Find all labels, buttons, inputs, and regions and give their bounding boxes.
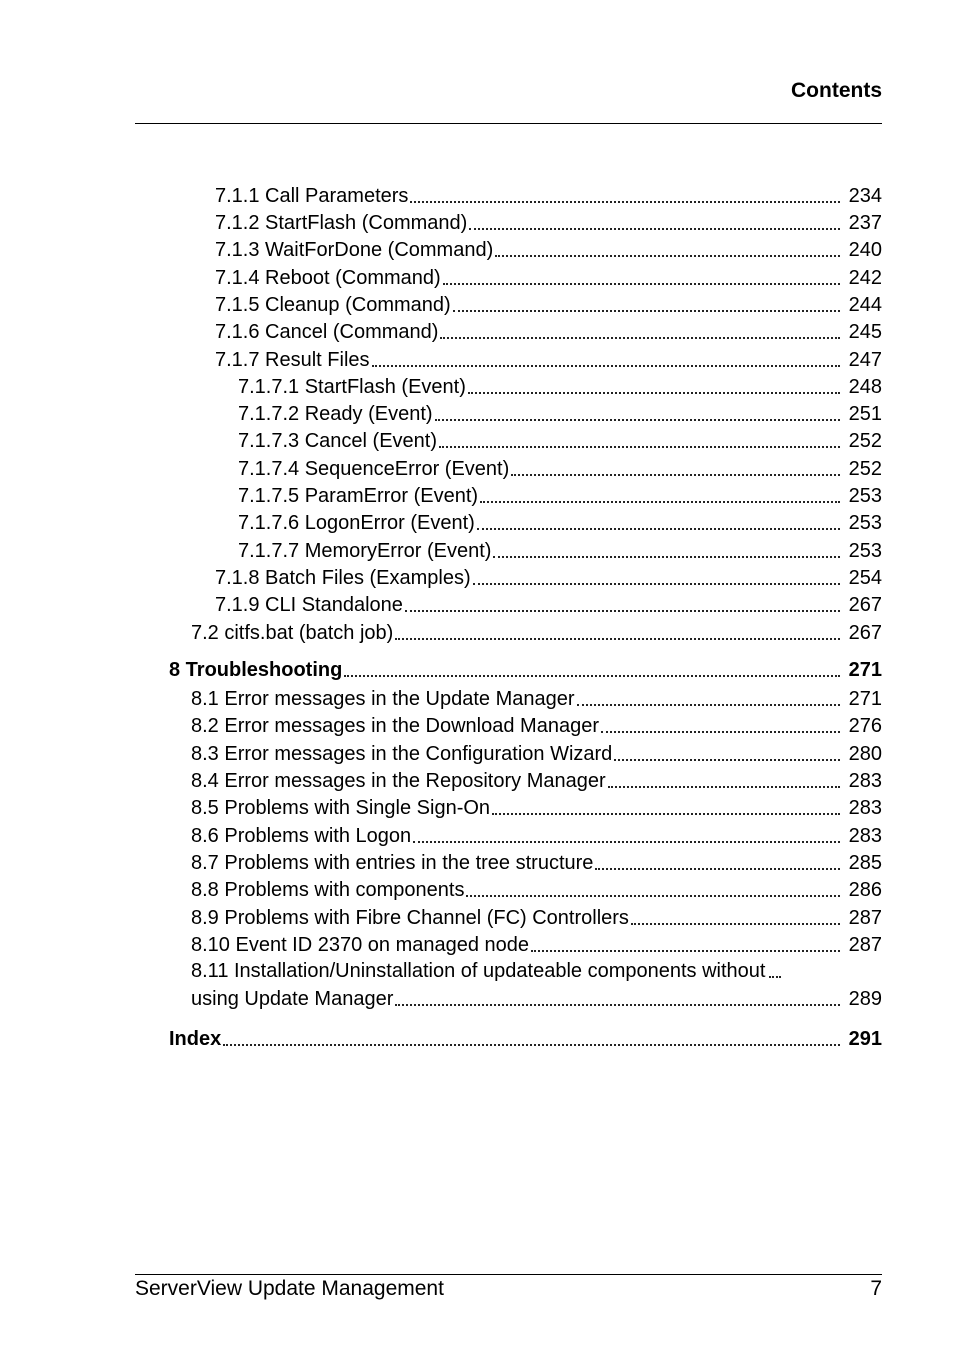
toc-entry-page: 280 (848, 743, 882, 765)
toc-entry-page: 242 (848, 267, 882, 289)
toc-entry-label: 7.1.9 CLI Standalone (215, 594, 403, 616)
toc-entry-label: 8.2 Error messages in the Download Manager (191, 715, 599, 737)
toc-entry[interactable] (215, 236, 882, 264)
dot-leader (468, 392, 840, 394)
toc-entry-label: 7.1.5 Cleanup (Command) (215, 294, 451, 316)
header-rule (135, 123, 882, 124)
toc-entry-page: 253 (848, 540, 882, 562)
toc-entry[interactable] (191, 904, 882, 932)
toc-entry[interactable] (215, 591, 882, 619)
toc-entry-label: 8.3 Error messages in the Configuration Wizard (191, 743, 613, 765)
toc-entry-label: 7.1.7.7 MemoryError (Event) (238, 540, 492, 562)
toc-entry[interactable] (215, 264, 882, 292)
toc-entry[interactable] (238, 482, 882, 510)
toc-entry-label: 8.4 Error messages in the Repository Manager (191, 770, 606, 792)
toc-entry-page: 285 (848, 852, 882, 874)
toc-entry-page: 245 (848, 321, 882, 343)
toc-entry-page: 287 (848, 907, 882, 929)
dot-leader (511, 474, 840, 476)
toc-entry[interactable] (238, 400, 882, 428)
toc-entry-label: 7.1.7.6 LogonError (Event) (238, 512, 475, 534)
toc-entry[interactable] (191, 767, 882, 795)
toc-entry[interactable] (238, 427, 882, 455)
toc-entry-label: 8.6 Problems with Logon (191, 825, 412, 847)
toc-entry-label: 7.1.8 Batch Files (Examples) (215, 567, 471, 589)
dot-leader (473, 583, 840, 585)
toc-entry[interactable] (191, 958, 882, 1013)
toc-entry-label: 8.10 Event ID 2370 on managed node (191, 934, 530, 956)
toc-entry[interactable] (238, 373, 882, 401)
toc-entry[interactable] (169, 1025, 882, 1053)
toc-entry-page: 289 (848, 988, 882, 1010)
toc-entry-page: 240 (848, 239, 882, 261)
toc-entry-page: 252 (848, 458, 882, 480)
dot-leader (439, 446, 840, 448)
toc-entry[interactable] (191, 794, 882, 822)
toc-entry-label: 8.1 Error messages in the Update Manager (191, 688, 575, 710)
dot-leader (405, 610, 840, 612)
toc-entry-page: 291 (848, 1028, 882, 1050)
toc-entry-label: 8.5 Problems with Single Sign-On (191, 797, 491, 819)
toc-entry[interactable] (191, 849, 882, 877)
dot-leader (495, 255, 840, 257)
dot-leader (443, 283, 840, 285)
toc-entry[interactable] (169, 656, 882, 684)
toc-entry-label: 7.1.2 StartFlash (Command) (215, 212, 468, 234)
dot-leader (440, 337, 840, 339)
toc-entry-page: 267 (848, 622, 882, 644)
toc-entry-page: 251 (848, 403, 882, 425)
toc-entry-label: 7.1.3 WaitForDone (Command) (215, 239, 494, 261)
toc-entry-page: 283 (848, 770, 882, 792)
toc-entry[interactable] (191, 712, 882, 740)
toc-entry[interactable] (215, 182, 882, 210)
dot-leader (608, 786, 840, 788)
toc-entry-label: 7.2 citfs.bat (batch job) (191, 622, 394, 644)
toc-entry[interactable] (215, 291, 882, 319)
toc-entry-page: 283 (848, 797, 882, 819)
toc-entry-page: 271 (848, 659, 882, 681)
toc-entry-label: 7.1.7 Result Files (215, 349, 370, 371)
toc-entry-label: 7.1.7.5 ParamError (Event) (238, 485, 479, 507)
toc-entry-page: 276 (848, 715, 882, 737)
dot-leader (631, 923, 840, 925)
footer-rule (135, 1274, 882, 1275)
dot-leader (595, 868, 840, 870)
dot-leader (477, 528, 840, 530)
toc-entry-label: 8.9 Problems with Fibre Channel (FC) Controllers (191, 907, 629, 929)
toc-entry-label: 8.8 Problems with components (191, 879, 465, 901)
dot-leader (577, 704, 840, 706)
dot-leader (480, 501, 840, 503)
dot-leader (493, 556, 840, 558)
toc-entry-label-continued: using Update Manager (191, 988, 394, 1010)
toc-entry-page: 271 (848, 688, 882, 710)
running-header-title: Contents (791, 79, 882, 102)
dot-leader (410, 201, 840, 203)
toc-entry[interactable] (191, 619, 882, 647)
dot-leader (469, 228, 840, 230)
dot-leader (413, 841, 840, 843)
dot-leader (492, 813, 840, 815)
toc-entry[interactable] (215, 209, 882, 237)
toc-entry-page: 283 (848, 825, 882, 847)
dot-leader (372, 365, 840, 367)
toc-entry-label: 7.1.7.4 SequenceError (Event) (238, 458, 510, 480)
toc-entry-label: 7.1.7.1 StartFlash (Event) (238, 376, 466, 398)
toc-entry[interactable] (191, 876, 882, 904)
toc-entry-label: 8.11 Installation/Uninstallation of updateable components without (191, 960, 766, 982)
dot-leader (601, 731, 840, 733)
toc-entry-page: 254 (848, 567, 882, 589)
toc-entry-label: 8.7 Problems with entries in the tree structure (191, 852, 594, 874)
toc-entry-page: 287 (848, 934, 882, 956)
dot-leader (344, 675, 840, 677)
toc-entry[interactable] (191, 740, 882, 768)
toc-entry[interactable] (215, 346, 882, 374)
dot-leader (466, 895, 840, 897)
dot-leader (769, 976, 781, 978)
toc-entry-label: 8 Troubleshooting (169, 659, 343, 681)
dot-leader (531, 950, 840, 952)
toc-entry[interactable] (238, 537, 882, 565)
toc-entry-page: 234 (848, 185, 882, 207)
toc-entry[interactable] (191, 822, 882, 850)
dot-leader (223, 1044, 840, 1046)
toc-entry-label: 7.1.7.2 Ready (Event) (238, 403, 433, 425)
toc-entry-page: 244 (848, 294, 882, 316)
toc-entry-page: 253 (848, 512, 882, 534)
toc-entry[interactable] (238, 455, 882, 483)
dot-leader (395, 1004, 840, 1006)
dot-leader (453, 310, 840, 312)
toc-entry-label: 7.1.7.3 Cancel (Event) (238, 430, 437, 452)
dot-leader (435, 419, 840, 421)
toc-entry-label: 7.1.4 Reboot (Command) (215, 267, 441, 289)
toc-entry-page: 248 (848, 376, 882, 398)
toc-entry-page: 237 (848, 212, 882, 234)
dot-leader (395, 638, 840, 640)
toc-entry-page: 253 (848, 485, 882, 507)
toc-entry[interactable] (238, 509, 882, 537)
toc-entry-page: 247 (848, 349, 882, 371)
toc-entry[interactable] (215, 564, 882, 592)
dot-leader (614, 759, 840, 761)
toc-entry[interactable] (191, 931, 882, 959)
toc-entry-page: 286 (848, 879, 882, 901)
toc-entry-label: Index (169, 1028, 222, 1050)
toc-entry[interactable] (191, 685, 882, 713)
toc-entry-page: 252 (848, 430, 882, 452)
toc-entry-page: 267 (848, 594, 882, 616)
toc-entry-label: 7.1.1 Call Parameters (215, 185, 409, 207)
toc-entry-label: 7.1.6 Cancel (Command) (215, 321, 439, 343)
toc-entry[interactable] (215, 318, 882, 346)
footer-page-number: 7 (870, 1277, 882, 1300)
footer-title: ServerView Update Management (135, 1277, 444, 1300)
